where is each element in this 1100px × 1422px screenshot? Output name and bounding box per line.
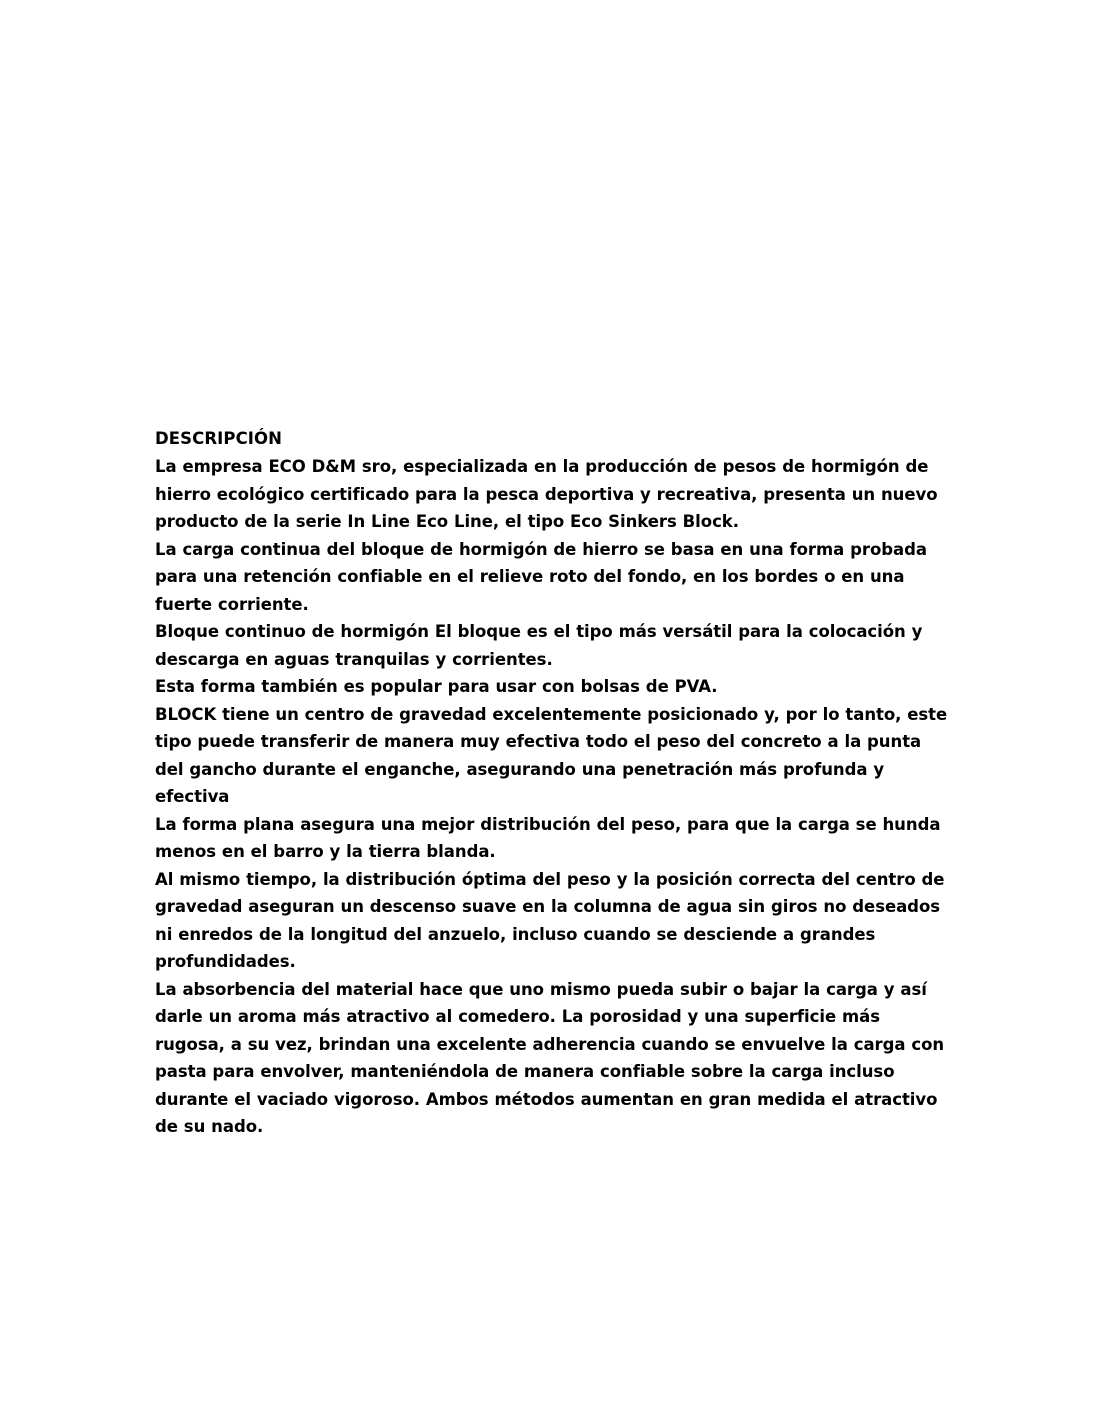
paragraph-continuous-load: La carga continua del bloque de hormigón de hierro se basa en una forma probada para una retención confiable en el relieve roto del fondo, en los bordes o en una fuerte corriente. xyxy=(155,539,927,614)
paragraph-pva-bags: Esta forma también es popular para usar con bolsas de PVA. xyxy=(155,677,718,696)
paragraph-flat-shape: La forma plana asegura una mejor distribución del peso, para que la carga se hunda menos en el barro y la tierra blanda. xyxy=(155,814,941,861)
section-heading: DESCRIPCIÓN xyxy=(155,429,283,448)
document-text-block xyxy=(155,425,950,1141)
paragraph-absorbency: La absorbencia del material hace que uno mismo pueda subir o bajar la carga y así darle un aroma más atractivo al comedero. La porosidad y una superficie más rugosa, a su vez, brindan una excelente adherencia cuando se envuelve la carga con pasta para envolver, manteniéndola de manera confiable sobre la carga incluso durante el vaciado vigoroso. Ambos métodos aumentan en gran medida el atractivo de su nado. xyxy=(155,979,945,1136)
paragraph-center-of-gravity: BLOCK tiene un centro de gravedad excelentemente posicionado y, por lo tanto, este tipo puede transferir de manera muy efectiva todo el peso del concreto a la punta del gancho durante el enganche, asegurando una penetración más profunda y efectiva xyxy=(155,704,948,806)
paragraph-intro: La empresa ECO D&M sro, especializada en la producción de pesos de hormigón de hierro ecológico certificado para la pesca deportiva y recreativa, presenta un nuevo producto de la serie In Line Eco Line, el tipo Eco Sinkers Block. xyxy=(155,457,938,531)
paragraph-block-versatility: Bloque continuo de hormigón El bloque es el tipo más versátil para la colocación y descarga en aguas tranquilas y corrientes. xyxy=(155,622,923,669)
paragraph-weight-distribution: Al mismo tiempo, la distribución óptima del peso y la posición correcta del centro de gravedad aseguran un descenso suave en la columna de agua sin giros no deseados ni enredos de la longitud del anzuelo, incluso cuando se desciende a grandes profundidades. xyxy=(155,869,945,971)
